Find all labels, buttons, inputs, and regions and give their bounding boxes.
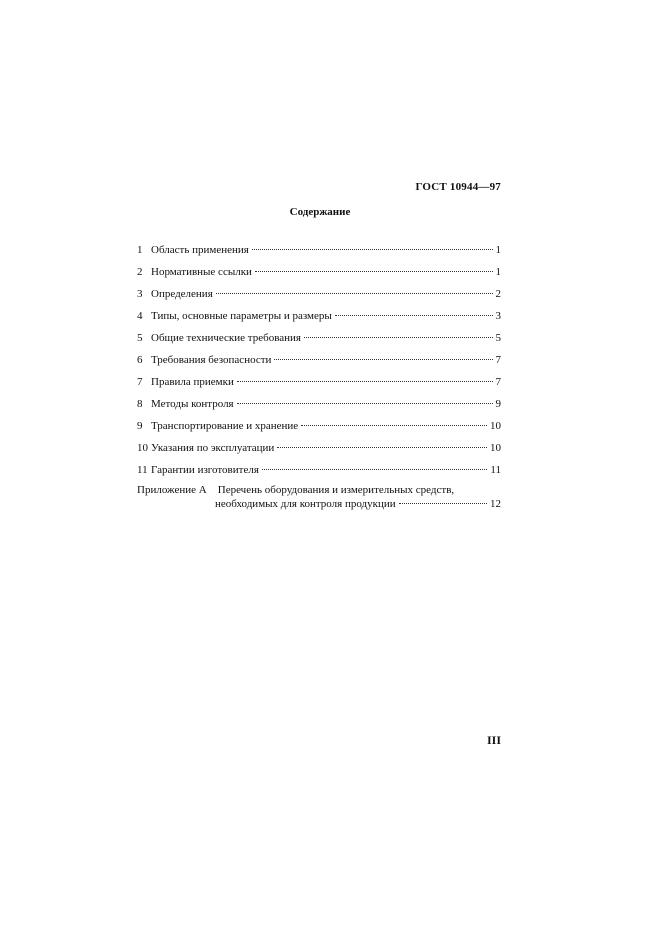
- toc-entry-page: 10: [490, 420, 501, 432]
- toc-entry-10: [137, 442, 501, 464]
- toc-leader-dots: [252, 249, 493, 250]
- appendix-title-line1: Перечень оборудования и измерительных средств,: [217, 484, 455, 496]
- toc-leader-dots: [304, 337, 493, 338]
- toc-entry-1: [137, 244, 501, 266]
- toc-entry-11: [137, 464, 501, 486]
- toc-entry-number: 9: [137, 420, 143, 432]
- toc-entry-number: 8: [137, 398, 143, 410]
- toc-entry-number: 5: [137, 332, 143, 344]
- toc-entry-6: [137, 354, 501, 376]
- toc-entry-label: Нормативные ссылки: [151, 266, 252, 278]
- toc-entry-page: 7: [495, 376, 501, 388]
- toc-entry-label: Область применения: [151, 244, 249, 256]
- toc-entry-5: [137, 332, 501, 354]
- toc-entry-page: 10: [490, 442, 501, 454]
- toc-entry-label: Гарантии изготовителя: [151, 464, 259, 476]
- toc-leader-dots: [301, 425, 487, 426]
- toc-entry-number: 7: [137, 376, 143, 388]
- toc-entry-label: Методы контроля: [151, 398, 234, 410]
- toc-entry-page: 1: [495, 244, 501, 256]
- table-of-contents: [137, 244, 501, 486]
- toc-entry-3: [137, 288, 501, 310]
- toc-entry-label: Требования безопасности: [151, 354, 272, 366]
- appendix-first-line: [137, 484, 501, 498]
- toc-entry-number: 2: [137, 266, 143, 278]
- toc-entry-number: 3: [137, 288, 143, 300]
- toc-leader-dots: [237, 381, 493, 382]
- document-code: ГОСТ 10944—97: [415, 181, 501, 193]
- toc-entry-page: 3: [495, 310, 501, 322]
- toc-entry-page: 7: [495, 354, 501, 366]
- toc-entry-label: Транспортирование и хранение: [151, 420, 299, 432]
- toc-entry-number: 1: [137, 244, 143, 256]
- toc-entry-number: 6: [137, 354, 143, 366]
- page-number: III: [486, 733, 501, 747]
- toc-entry-label: Определения: [151, 288, 213, 300]
- toc-entry-page: 9: [495, 398, 501, 410]
- toc-appendix-entry: [137, 484, 501, 514]
- toc-entry-number: 11: [137, 464, 148, 476]
- toc-leader-dots: [335, 315, 493, 316]
- toc-leader-dots: [277, 447, 487, 448]
- toc-leader-dots: [237, 403, 493, 404]
- toc-leader-dots: [216, 293, 493, 294]
- toc-entry-page: 2: [495, 288, 501, 300]
- toc-entry-number: 4: [137, 310, 143, 322]
- toc-entry-4: [137, 310, 501, 332]
- toc-title: Содержание: [289, 206, 351, 218]
- toc-entry-page: 11: [490, 464, 501, 476]
- appendix-second-line: [137, 498, 501, 514]
- toc-leader-dots: [274, 359, 492, 360]
- toc-entry-8: [137, 398, 501, 420]
- toc-entry-page: 1: [495, 266, 501, 278]
- toc-leader-dots: [262, 469, 488, 470]
- toc-entry-label: Типы, основные параметры и размеры: [151, 310, 332, 322]
- toc-entry-label: Общие технические требования: [151, 332, 301, 344]
- toc-entry-9: [137, 420, 501, 442]
- toc-entry-page: 5: [495, 332, 501, 344]
- toc-entry-label: Правила приемки: [151, 376, 234, 388]
- appendix-prefix: Приложение А: [137, 484, 207, 496]
- toc-entry-2: [137, 266, 501, 288]
- toc-entry-label: Указания по эксплуатации: [151, 442, 275, 454]
- toc-entry-7: [137, 376, 501, 398]
- appendix-title-line2: необходимых для контроля продукции: [215, 498, 396, 510]
- toc-leader-dots: [399, 503, 487, 504]
- appendix-page: 12: [490, 498, 501, 510]
- toc-leader-dots: [255, 271, 493, 272]
- toc-entry-number: 10: [137, 442, 148, 454]
